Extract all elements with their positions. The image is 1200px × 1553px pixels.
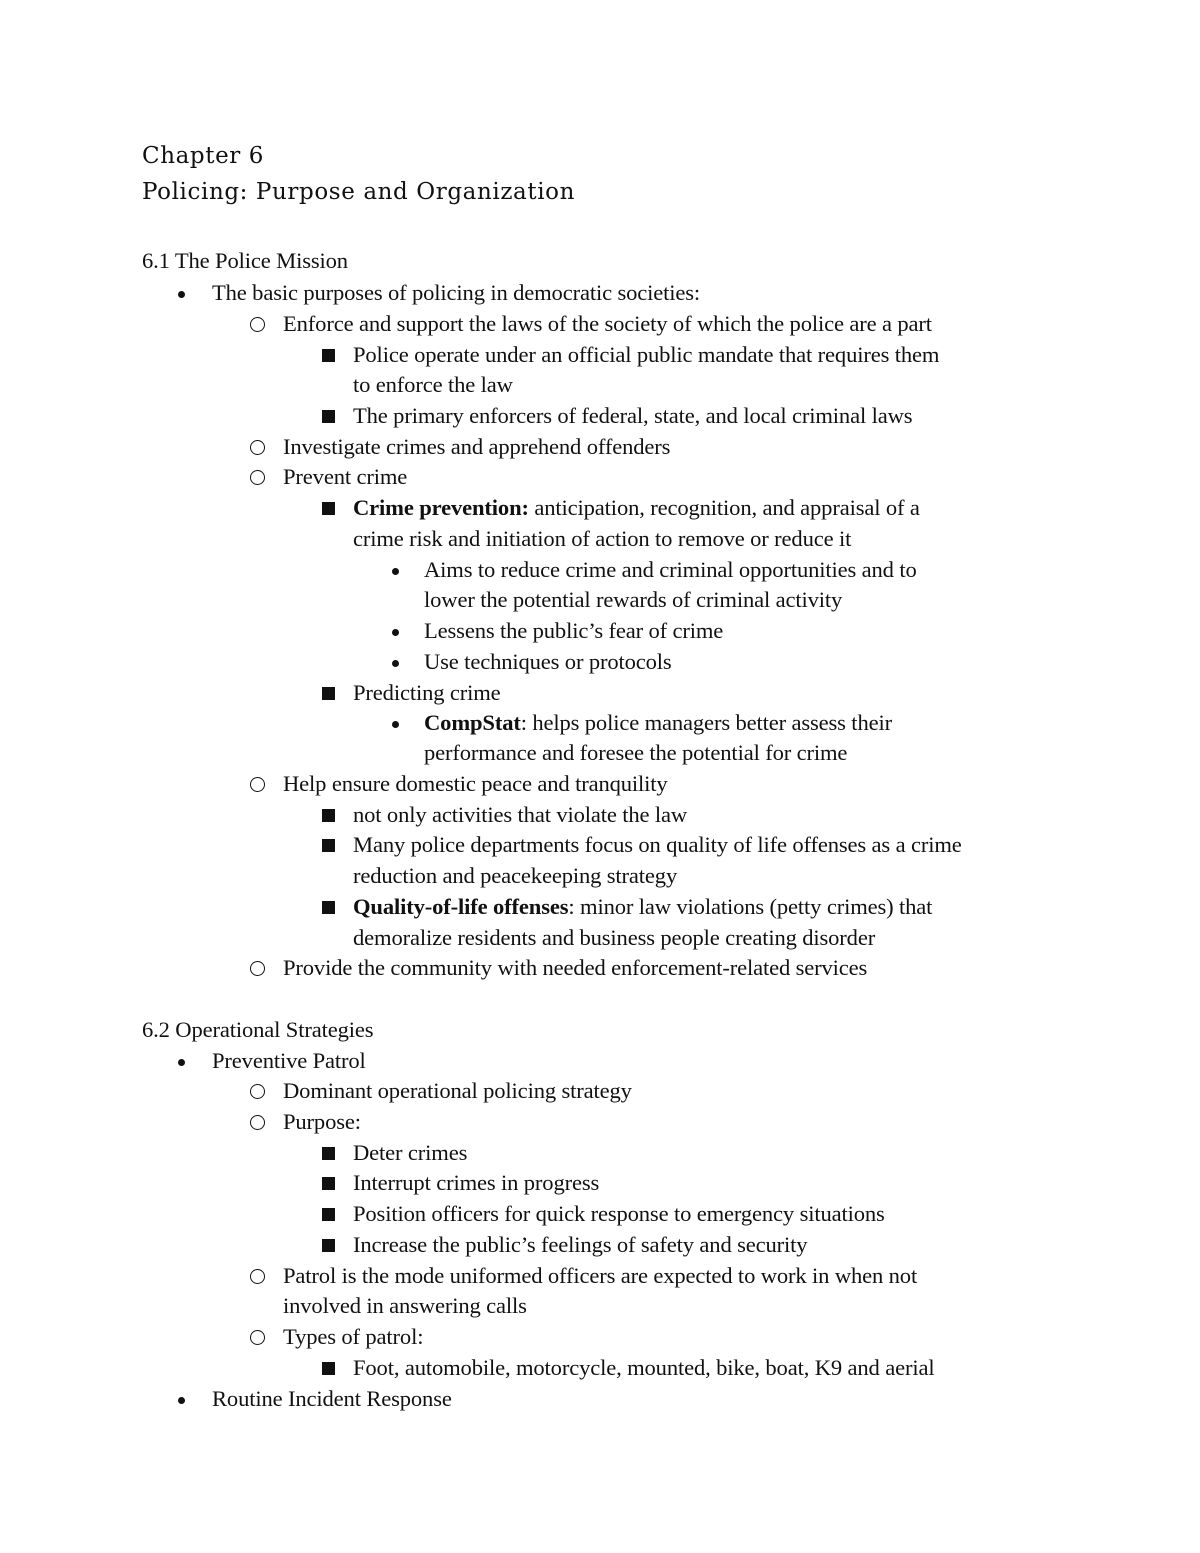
square-bullet-icon bbox=[322, 502, 335, 515]
chapter-title: Policing: Purpose and Organization bbox=[142, 179, 576, 205]
list-item: Dominant operational policing strategy bbox=[283, 1078, 632, 1103]
list-item: Position officers for quick response to emergency situations bbox=[353, 1201, 885, 1226]
list-item: Types of patrol: bbox=[283, 1324, 424, 1349]
filled-bullet-icon bbox=[392, 629, 399, 636]
list-item-continuation: crime risk and initiation of action to remove or reduce it bbox=[353, 526, 852, 551]
square-bullet-icon bbox=[322, 901, 335, 914]
hollow-circle-bullet-icon bbox=[250, 1084, 265, 1099]
list-item: Provide the community with needed enforcement-related services bbox=[283, 955, 868, 980]
list-item: Preventive Patrol bbox=[212, 1048, 366, 1073]
hollow-circle-bullet-icon bbox=[250, 317, 265, 332]
filled-bullet-icon bbox=[178, 1397, 185, 1404]
list-item: Routine Incident Response bbox=[212, 1386, 452, 1411]
key-term: Quality-of-life offenses bbox=[353, 894, 569, 919]
list-item-continuation: reduction and peacekeeping strategy bbox=[353, 863, 678, 888]
hollow-circle-bullet-icon bbox=[250, 1269, 265, 1284]
list-item: Police operate under an official public mandate that requires them bbox=[353, 342, 940, 367]
list-item: The primary enforcers of federal, state, and local criminal laws bbox=[353, 403, 913, 428]
list-item: Patrol is the mode uniformed officers are expected to work in when not bbox=[283, 1263, 918, 1288]
list-item: Enforce and support the laws of the society of which the police are a part bbox=[283, 311, 932, 336]
list-item: Many police departments focus on quality of life offenses as a crime bbox=[353, 832, 962, 857]
chapter-number: Chapter 6 bbox=[142, 143, 265, 169]
hollow-circle-bullet-icon bbox=[250, 1115, 265, 1130]
list-item: Interrupt crimes in progress bbox=[353, 1170, 600, 1195]
square-bullet-icon bbox=[322, 1239, 335, 1252]
square-bullet-icon bbox=[322, 1177, 335, 1190]
filled-bullet-icon bbox=[392, 568, 399, 575]
section-heading: 6.2 Operational Strategies bbox=[142, 1017, 374, 1042]
list-item: Deter crimes bbox=[353, 1140, 468, 1165]
list-item: Crime prevention: anticipation, recognition, and appraisal of a bbox=[353, 495, 920, 520]
list-item: Investigate crimes and apprehend offenders bbox=[283, 434, 671, 459]
hollow-circle-bullet-icon bbox=[250, 1330, 265, 1345]
list-item: Use techniques or protocols bbox=[424, 649, 672, 674]
list-item: CompStat: helps police managers better assess their bbox=[424, 710, 892, 735]
list-item: The basic purposes of policing in democratic societies: bbox=[212, 280, 701, 305]
square-bullet-icon bbox=[322, 839, 335, 852]
key-term: CompStat bbox=[424, 710, 521, 735]
list-item: Prevent crime bbox=[283, 464, 408, 489]
list-item-continuation: involved in answering calls bbox=[283, 1293, 527, 1318]
list-item: Quality-of-life offenses: minor law violations (petty crimes) that bbox=[353, 894, 933, 919]
list-item-continuation: lower the potential rewards of criminal activity bbox=[424, 587, 843, 612]
list-item: Increase the public’s feelings of safety and security bbox=[353, 1232, 808, 1257]
list-item: Help ensure domestic peace and tranquility bbox=[283, 771, 668, 796]
list-item: Lessens the public’s fear of crime bbox=[424, 618, 724, 643]
hollow-circle-bullet-icon bbox=[250, 440, 265, 455]
square-bullet-icon bbox=[322, 809, 335, 822]
key-term: Crime prevention: bbox=[353, 495, 529, 520]
list-item-continuation: performance and foresee the potential for crime bbox=[424, 740, 848, 765]
list-item: Purpose: bbox=[283, 1109, 361, 1134]
list-item-continuation: demoralize residents and business people creating disorder bbox=[353, 925, 876, 950]
list-item: Predicting crime bbox=[353, 680, 501, 705]
hollow-circle-bullet-icon bbox=[250, 777, 265, 792]
filled-bullet-icon bbox=[392, 721, 399, 728]
square-bullet-icon bbox=[322, 1147, 335, 1160]
list-item-continuation: to enforce the law bbox=[353, 372, 513, 397]
square-bullet-icon bbox=[322, 1362, 335, 1375]
list-item: not only activities that violate the law bbox=[353, 802, 688, 827]
list-item: Foot, automobile, motorcycle, mounted, bike, boat, K9 and aerial bbox=[353, 1355, 935, 1380]
list-item: Aims to reduce crime and criminal opportunities and to bbox=[424, 557, 917, 582]
square-bullet-icon bbox=[322, 1208, 335, 1221]
square-bullet-icon bbox=[322, 687, 335, 700]
filled-bullet-icon bbox=[178, 1059, 185, 1066]
hollow-circle-bullet-icon bbox=[250, 961, 265, 976]
section-heading: 6.1 The Police Mission bbox=[142, 248, 348, 273]
square-bullet-icon bbox=[322, 410, 335, 423]
hollow-circle-bullet-icon bbox=[250, 470, 265, 485]
filled-bullet-icon bbox=[392, 660, 399, 667]
square-bullet-icon bbox=[322, 349, 335, 362]
filled-bullet-icon bbox=[178, 291, 185, 298]
